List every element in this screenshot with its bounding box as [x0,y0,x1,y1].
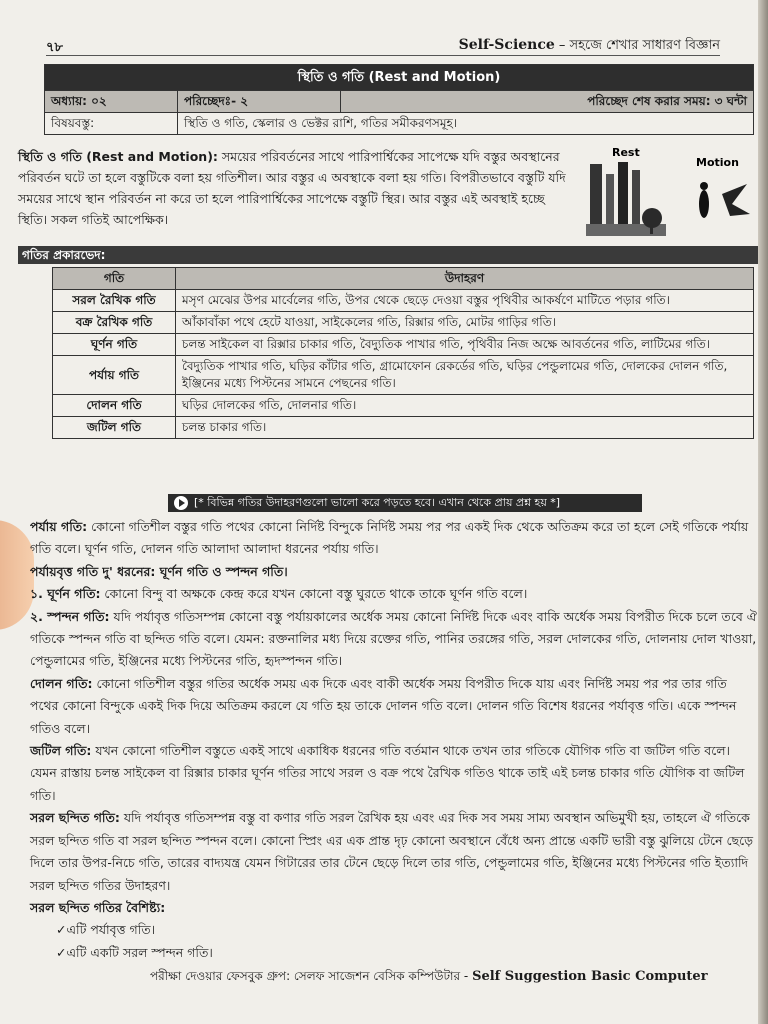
motion-name: দোলন গতি [53,395,176,417]
intro-lead: স্থিতি ও গতি (Rest and Motion): [18,149,218,164]
topic-title: স্থিতি ও গতি (Rest and Motion) [45,65,754,91]
table-row [53,290,754,312]
motion-name: পর্যায় গতি [53,356,176,395]
section-label: পরিচ্ছেদঃ- ২ [178,91,341,113]
header-rule [46,55,720,56]
definition: কোনো গতিশীল বস্তুর গতির অর্ধেক সময় এক দিকে এবং বাকী অর্ধেক সময় বিপরীত দিকে যায় এবং নির্দিষ্ট সময় পর পর তার গতি পথের কোনো বিন্দুকে একই দিক দিয়ে অতিক্রম করলে যে গতি হয় তাকে দোলন গতি বলে। দোলন গতি বিশেষ ধরনের পর্যাবৃত্ত গতি। একে স্পন্দন গতিও বলে। [30,675,737,736]
bullet-text: এটি একটি সরল স্পন্দন গতি। [66,944,213,960]
play-icon [174,496,188,510]
paragraph [30,673,758,740]
topic-table [44,64,754,135]
paragraph [30,561,758,583]
table-row [53,312,754,334]
bullet-item [30,919,758,941]
motion-types-table [52,267,754,439]
paragraph [30,606,758,673]
types-bar: গতির প্রকারভেদ: [18,246,758,264]
paragraph [30,583,758,605]
footer-english: Self Suggestion Basic Computer [472,969,708,984]
paragraph [30,740,758,807]
thumb [0,520,34,630]
finish-time: পরিচ্ছেদ শেষ করার সময়: ৩ ঘন্টা [341,91,754,113]
chapter-label: অধ্যায়: ০২ [45,91,178,113]
paragraph [30,897,758,919]
body-text [30,516,758,964]
subject-label: বিষয়বস্তু: [45,113,178,135]
motion-example: মসৃণ মেঝের উপর মার্বেলের গতি, উপর থেকে ছেড়ে দেওয়া বস্তুর পৃথিবীর আকর্ষণে মাটিতে পড়ার গতি। [176,290,754,312]
definition: কোনো গতিশীল বস্তুর গতি পথের কোনো নির্দিষ্ট বিন্দুকে নির্দিষ্ট সময় পর পর একই দিক থেকে অতিক্রম করে তা হলে সেই গতিকে পর্যায় গতি বলে। ঘূর্ণন গতি, দোলন গতি আলাদা আলাদা ধরনের পর্যায় গতি। [30,519,749,557]
motion-name: সরল রৈখিক গতি [53,290,176,312]
rest-motion-illustration [582,144,754,244]
bullet-text: এটি পর্যাবৃত্ত গতি। [66,922,156,938]
building-icon [590,164,602,224]
motion-example: চলন্ত সাইকেল বা রিক্সার চাকার গতি, বৈদ্যুতিক পাখার গতি, পৃথিবীর নিজ অক্ষে আবর্তনের গতি, লাটিমের গতি। [176,334,754,356]
term: সরল ছন্দিত গতির বৈশিষ্ট্য: [30,899,166,915]
table-row [53,334,754,356]
exam-note [168,494,642,512]
intro-paragraph [18,146,573,230]
motion-label: Motion [696,156,739,169]
check-icon: ✓ [56,922,67,938]
table-row [53,356,754,395]
motion-example: চলন্ত চাকার গতি। [176,417,754,439]
rest-label: Rest [612,146,640,159]
definition: যদি পর্যাবৃত্ত গতিসম্পন্ন বস্তু বা কণার গতি সরল রৈখিক হয় এবং এর দিক সব সময় সাম্য অবস্থান অভিমুখী হয়, তাহলে ঐ গতিকে সরল ছন্দিত গতি বা সরল ছন্দিত স্পন্দন বলে। কোনো স্প্রিং এর এক প্রান্ত দৃঢ় কোনো অবস্থানে বেঁধে অন্য প্রান্তে একটি ভারী বস্তু ঝুলিয়ে টেনে ছেড়ে দিলে তার উপর-নিচে গতি, তারের বাদ্যযন্ত্র যেমন গিটারের তার টেনে ছেড়ে দিলে তার গতি, পেন্ডুলামের গতি, ইঞ্জিনের মধ্যে পিস্টনের গতি ইত্যাদি সরল ছন্দিত গতির উদাহরণ। [30,810,754,893]
term: দোলন গতি: [30,675,93,691]
page-edge [758,0,768,1024]
page-footer [150,968,708,988]
table-row [53,395,754,417]
col-example: উদাহরণ [176,268,754,290]
book-subtitle: – সহজে শেখার সাধারণ বিজ্ঞান [558,38,720,53]
term: ২. স্পন্দন গতি: [30,608,110,624]
motion-example: ঘড়ির দোলকের গতি, দোলনার গতি। [176,395,754,417]
book-title: Self-Science [458,37,555,53]
col-motion: গতি [53,268,176,290]
subject-value: স্থিতি ও গতি, স্কেলার ও ভেক্টর রাশি, গতির সমীকরণসমূহ। [178,113,754,135]
term: ১. ঘূর্ণন গতি: [30,586,101,602]
motion-name: ঘূর্ণন গতি [53,334,176,356]
motion-name: বক্র রৈখিক গতি [53,312,176,334]
running-header [459,36,720,57]
check-icon: ✓ [56,944,67,960]
exam-note-text: [* বিভিন্ন গতির উদাহরণগুলো ভালো করে পড়তে হবে। এখান থেকে প্রায় প্রশ্ন হয় *] [194,496,561,509]
page-number: ৭৮ [46,40,63,55]
term: সরল ছন্দিত গতি: [30,810,120,826]
motion-example: আঁকাবাঁকা পথে হেটে যাওয়া, সাইকেলের গতি, রিক্সার গতি, মোটর গাড়ির গতি। [176,312,754,334]
table-row [53,417,754,439]
runner-icon [699,190,709,218]
term: পর্যায়বৃত্ত গতি দু' ধরনের: ঘূর্ণন গতি ও স্পন্দন গতি। [30,563,288,579]
intro-text: সময়ের পরিবর্তনের সাথে পারিপার্শ্বিকের সাপেক্ষে যদি বস্তুর অবস্থানের পরিবর্তন ঘটে তা হলে বস্তুটিকে বলা হয় গতিশীল। আর বস্তুর এ অবস্থাকে বলা হয় গতি। বিপরীতভাবে বস্তুটি যদি সময়ের সাথে স্থান পরিবর্তন না করে তা হলে পারিপার্শ্বিকের সাপেক্ষে বস্তুটি স্থির। আর বস্তুর এই অবস্থাই হচ্ছে স্থিতি। সকল গতিই আপেক্ষিক। [18,149,566,227]
paragraph [30,807,758,897]
definition: যখন কোনো গতিশীল বস্তুতে একই সাথে একাধিক ধরনের গতি বর্তমান থাকে তখন তার গতিকে যৌগিক গতি বা জটিল গতি বলে। যেমন রাস্তায় চলন্ত সাইকেল বা রিক্সার চাকার ঘূর্ণন গতির সাথে সরল ও বক্র পথে রৈখিক গতিও থাকে তাই এই চলন্ত চাকার গতি যৌগিক বা জটিল গতি। [30,743,745,803]
term: জটিল গতি: [30,743,92,759]
footer-bangla: পরীক্ষা দেওয়ার ফেসবুক গ্রুপ: সেলফ সাজেশন বেসিক কম্পিউটার - [150,969,473,983]
paragraph [30,516,758,561]
motion-example: বৈদ্যুতিক পাখার গতি, ঘড়ির কাঁটার গতি, গ্রামোফোন রেকর্ডের গতি, ঘড়ির পেন্ডুলামের গতি, দোলকের দোলন গতি, ইঞ্জিনের মধ্যে পিস্টনের সামনে পেছনের গতি। [176,356,754,395]
term: পর্যায় গতি: [30,519,88,534]
bullet-item [30,942,758,964]
definition: কোনো বিন্দু বা অক্ষকে কেন্দ্র করে যখন কোনো বস্তু ঘুরতে থাকে তাকে ঘূর্ণন গতি বলে। [100,586,528,602]
motion-name: জটিল গতি [53,417,176,439]
definition: যদি পর্যাবৃত্ত গতিসম্পন্ন কোনো বস্তু পর্যায়কালের অর্ধেক সময় কোনো নির্দিষ্ট দিকে এবং বাকি অর্ধেক সময় বিপরীত দিকে চলে তবে ঐ গতিকে স্পন্দন গতি বা ছন্দিত গতি বলে। যেমন: রক্তনালির মধ্য দিয়ে রক্তের গতি, পানির তরঙ্গের গতি, সরল দোলকের গতি, দোলনায় দোল খাওয়া, পেন্ডুলামের গতি, ইঞ্জিনের মধ্যে পিস্টনের গতি, হৃদস্পন্দন গতি। [30,608,757,669]
